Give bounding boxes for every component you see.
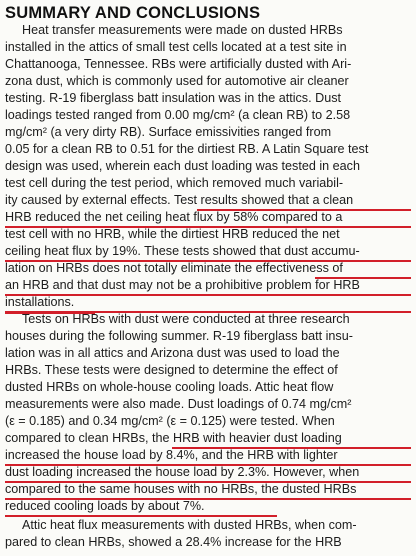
body-line: Heat transfer measurements were made on dusted HRBs — [22, 23, 343, 37]
body-line: houses during the following summer. R-19 fiberglass batt insu- — [5, 329, 353, 343]
body-line: compared to clean HRBs, the HRB with heavier dust loading — [5, 431, 342, 445]
body-line: measurements were also made. Dust loadings of 0.74 mg/cm² — [5, 397, 352, 411]
body-line: design was used, wherein each dust loading was tested in each — [5, 159, 360, 173]
highlight-underline — [197, 209, 411, 211]
body-line: loadings tested ranged from 0.00 mg/cm² (a clean RB) to 2.58 — [5, 108, 351, 122]
body-line: pared to clean HRBs, showed a 28.4% increase for the HRB — [5, 535, 342, 549]
body-line: HRB reduced the net ceiling heat flux by 58% compared to a — [5, 210, 343, 224]
highlight-underline — [5, 464, 411, 466]
highlight-underline — [5, 515, 277, 517]
highlight-underline — [172, 447, 411, 449]
body-line: zona dust, which is commonly used for automotive air cleaner — [5, 74, 349, 88]
highlight-underline — [315, 277, 411, 279]
body-line: increased the house load by 8.4%, and the HRB with lighter — [5, 448, 338, 462]
body-line: (ε = 0.185) and 0.34 mg/cm² (ε = 0.125) were tested. When — [5, 414, 335, 428]
body-line: reduced cooling loads by about 7%. — [5, 499, 205, 513]
body-line: test cell with no HRB, while the dirtiest HRB reduced the net — [5, 227, 340, 241]
section-heading: SUMMARY AND CONCLUSIONS — [5, 4, 261, 22]
body-line: HRBs. These tests were designed to determine the effect of — [5, 363, 338, 377]
body-line: ceiling heat flux by 19%. These tests showed that dust accumu- — [5, 244, 360, 258]
highlight-underline — [5, 498, 411, 500]
body-line: installed in the attics of small test cells located at a test site in — [5, 40, 347, 54]
body-line: lation was in all attics and Arizona dust was used to load the — [5, 346, 340, 360]
body-line: Tests on HRBs with dust were conducted at three research — [22, 312, 350, 326]
highlight-underline — [5, 481, 411, 483]
body-line: dust loading increased the house load by 2.3%. However, when — [5, 465, 360, 479]
highlight-underline — [5, 312, 95, 314]
body-line: Attic heat flux measurements with dusted HRBs, when com- — [22, 518, 357, 532]
body-line: test cell during the test period, which removed much variabil- — [5, 176, 344, 190]
body-line: lation on HRBs does not totally eliminate the effectiveness of — [5, 261, 343, 275]
body-line: installations. — [5, 295, 75, 309]
body-line: 0.05 for a clean RB to 0.51 for the dirtiest RB. A Latin Square test — [5, 142, 369, 156]
body-line: ity caused by external effects. Test results showed that a clean — [5, 193, 354, 207]
highlight-underline — [5, 226, 411, 228]
body-line: mg/cm² (a very dirty RB). Surface emissivities ranged from — [5, 125, 332, 139]
highlight-underline — [5, 294, 411, 296]
body-line: Chattanooga, Tennessee. RBs were artificially dusted with Ari- — [5, 57, 352, 71]
body-line: an HRB and that dust may not be a prohibitive problem for HRB — [5, 278, 360, 292]
body-line: compared to the same houses with no HRBs, the dusted HRBs — [5, 482, 357, 496]
body-line: testing. R-19 fiberglass batt insulation was in the attics. Dust — [5, 91, 341, 105]
body-line: dusted HRBs on whole-house cooling loads. Attic heat flow — [5, 380, 334, 394]
highlight-underline — [5, 260, 411, 262]
